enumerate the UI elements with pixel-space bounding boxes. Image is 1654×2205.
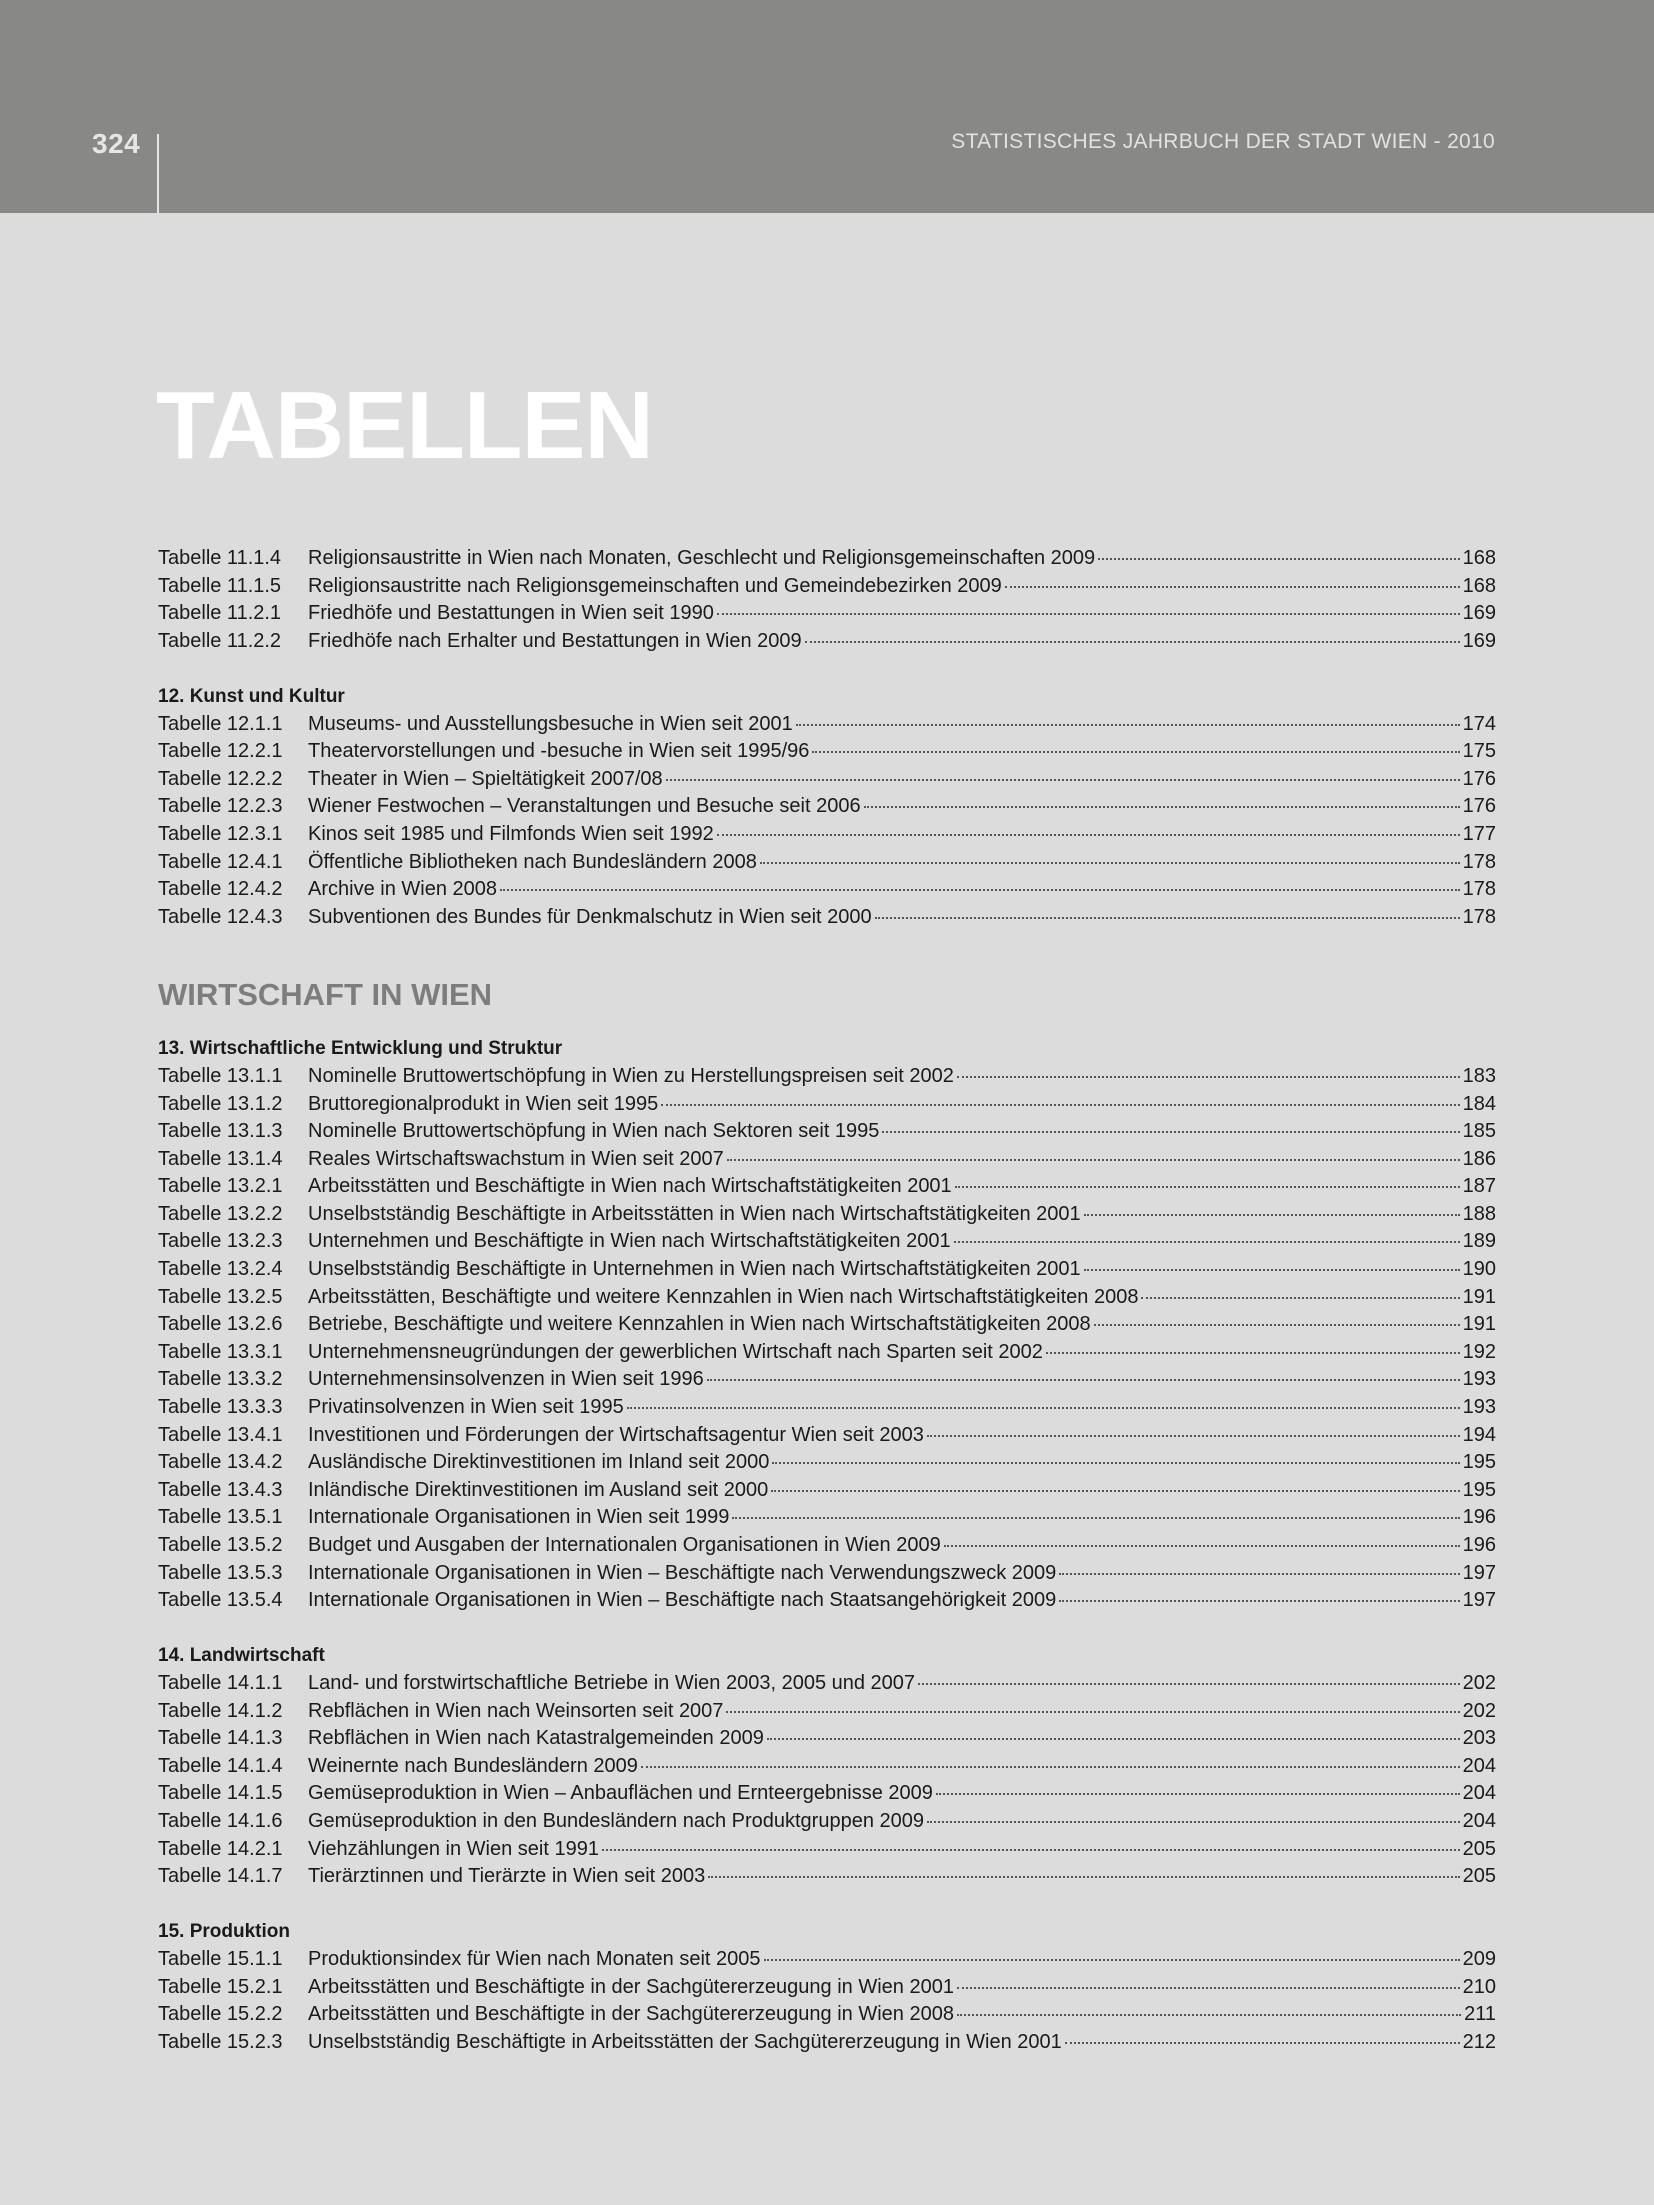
table-number: Tabelle 12.4.1 (158, 850, 283, 873)
table-number: Tabelle 14.1.3 (158, 1727, 283, 1750)
table-title: Museums- und Ausstellungsbesuche in Wien seit 2001 (308, 712, 793, 735)
table-number: Tabelle 15.2.2 (158, 2003, 283, 2026)
table-number: Tabelle 12.1.1 (158, 712, 283, 735)
table-number: Tabelle 12.4.3 (158, 905, 283, 928)
table-title: Unselbstständig Beschäftigte in Arbeitsstätten der Sachgütererzeugung in Wien 2001 (308, 2030, 1062, 2053)
table-number: Tabelle 13.2.3 (158, 1230, 283, 1253)
dot-leader (957, 2014, 1461, 2016)
dot-leader (771, 1490, 1459, 1492)
table-title: Weinernte nach Bundesländern 2009 (308, 1754, 638, 1777)
table-title: Rebflächen in Wien nach Katastralgemeinden 2009 (308, 1727, 764, 1750)
table-number: Tabelle 15.2.1 (158, 1975, 283, 1998)
dot-leader (1084, 1269, 1460, 1271)
toc-entry[interactable] (158, 600, 1496, 628)
table-title: Viehzählungen in Wien seit 1991 (308, 1837, 599, 1860)
page-ref: 205 (1462, 1865, 1496, 1888)
table-number: Tabelle 13.2.5 (158, 1285, 283, 1308)
table-title: Rebflächen in Wien nach Weinsorten seit 2007 (308, 1699, 724, 1722)
table-title: Archive in Wien 2008 (308, 878, 497, 901)
table-title: Internationale Organisationen in Wien – Beschäftigte nach Staatsangehörigkeit 2009 (308, 1589, 1057, 1612)
toc-entry[interactable] (158, 1477, 1496, 1505)
table-title: Religionsaustritte in Wien nach Monaten, Geschlecht und Religionsgemeinschaften 2009 (308, 547, 1096, 569)
table-number: Tabelle 13.1.4 (158, 1147, 283, 1170)
page-ref: 178 (1462, 878, 1496, 901)
dot-leader (661, 1104, 1459, 1106)
table-number: Tabelle 14.1.1 (158, 1671, 283, 1694)
page-ref: 185 (1462, 1120, 1496, 1143)
table-number: Tabelle 13.4.2 (158, 1451, 283, 1474)
page-ref: 168 (1462, 547, 1496, 569)
chapter-heading: 12. Kunst und Kultur (158, 685, 345, 707)
toc-entry[interactable] (158, 1836, 1496, 1864)
dot-leader (864, 806, 1460, 808)
table-title: Arbeitsstätten und Beschäftigte in Wien nach Wirtschaftstätigkeiten 2001 (308, 1175, 952, 1198)
table-title: Tierärztinnen und Tierärzte in Wien seit 2003 (308, 1865, 706, 1888)
toc-entry[interactable] (158, 876, 1496, 904)
table-number: Tabelle 13.1.1 (158, 1064, 283, 1087)
table-title: Internationale Organisationen in Wien seit 1999 (308, 1506, 730, 1529)
page-ref: 191 (1462, 1285, 1496, 1308)
page-ref: 169 (1462, 629, 1496, 652)
table-title: Betriebe, Beschäftigte und weitere Kennzahlen in Wien nach Wirtschaftstätigkeiten 2008 (308, 1313, 1091, 1336)
table-title: Nominelle Bruttowertschöpfung in Wien nach Sektoren seit 1995 (308, 1120, 880, 1143)
page-number: 324 (92, 128, 141, 159)
dot-leader (717, 613, 1460, 615)
table-number: Tabelle 14.1.4 (158, 1754, 283, 1777)
toc-entry[interactable] (158, 1946, 1496, 1974)
table-title: Land- und forstwirtschaftliche Betriebe in Wien 2003, 2005 und 2007 (308, 1671, 916, 1694)
section-heading: WIRTSCHAFT IN WIEN (158, 977, 493, 1013)
toc-entry[interactable] (158, 766, 1496, 794)
toc-entry[interactable] (158, 1532, 1496, 1560)
page-ref: 211 (1464, 2003, 1496, 2026)
dot-leader (772, 1462, 1459, 1464)
table-number: Tabelle 13.5.1 (158, 1506, 283, 1529)
page-ref: 177 (1462, 822, 1496, 845)
dot-leader (1141, 1297, 1459, 1299)
table-number: Tabelle 13.5.2 (158, 1534, 283, 1556)
table-title: Unternehmen und Beschäftigte in Wien nach Wirtschaftstätigkeiten 2001 (308, 1230, 951, 1253)
toc-entry[interactable] (158, 545, 1496, 573)
table-title: Arbeitsstätten und Beschäftigte in der Sachgütererzeugung in Wien 2008 (308, 2003, 954, 2026)
table-title: Internationale Organisationen in Wien – Beschäftigte nach Verwendungszweck 2009 (308, 1561, 1057, 1584)
table-title: Privatinsolvenzen in Wien seit 1995 (308, 1396, 624, 1419)
table-title: Theater in Wien – Spieltätigkeit 2007/08 (308, 767, 663, 790)
page-ref: 193 (1462, 1368, 1496, 1391)
toc-entry[interactable] (158, 1753, 1496, 1781)
dot-leader (764, 1959, 1460, 1961)
table-number: Tabelle 11.2.2 (158, 629, 282, 652)
table-number: Tabelle 14.1.7 (158, 1865, 283, 1888)
page-ref: 204 (1462, 1754, 1496, 1777)
toc-entry[interactable] (158, 904, 1496, 932)
toc-entry[interactable] (158, 1974, 1496, 2002)
chapter-heading: 15. Produktion (158, 1921, 290, 1943)
dot-leader (805, 641, 1460, 643)
dot-leader (1046, 1352, 1460, 1354)
table-number: Tabelle 15.2.3 (158, 2030, 283, 2053)
table-number: Tabelle 12.2.3 (158, 795, 283, 818)
dot-leader (732, 1517, 1459, 1519)
page-ref: 178 (1462, 850, 1496, 873)
dot-leader (927, 1435, 1460, 1437)
dot-leader (936, 1793, 1460, 1795)
table-title: Öffentliche Bibliotheken nach Bundesländern 2008 (308, 850, 757, 873)
chapter-heading: 14. Landwirtschaft (158, 1645, 325, 1667)
table-title: Budget und Ausgaben der Internationalen Organisationen in Wien 2009 (308, 1534, 941, 1556)
page-ref: 191 (1462, 1313, 1496, 1336)
page-ref: 197 (1462, 1589, 1496, 1612)
dot-leader (717, 834, 1460, 836)
toc-entry[interactable] (158, 1256, 1496, 1284)
toc-entry[interactable] (158, 1284, 1496, 1312)
page-ref: 168 (1462, 574, 1496, 597)
toc-entry[interactable] (158, 1201, 1496, 1229)
page-ref: 189 (1462, 1230, 1496, 1253)
table-title: Arbeitsstätten, Beschäftigte und weitere Kennzahlen in Wien nach Wirtschaftstätigkeiten 2008 (308, 1285, 1139, 1308)
table-of-contents (158, 545, 1496, 2056)
dot-leader (641, 1766, 1460, 1768)
toc-entry[interactable] (158, 2001, 1496, 2029)
dot-leader (882, 1131, 1459, 1133)
page-title: TABELLEN (156, 372, 653, 479)
page-ref: 184 (1462, 1092, 1496, 1115)
table-number: Tabelle 13.3.2 (158, 1368, 283, 1391)
table-title: Arbeitsstätten und Beschäftigte in der Sachgütererzeugung in Wien 2001 (308, 1975, 954, 1998)
table-number: Tabelle 13.5.3 (158, 1561, 283, 1584)
header-divider (157, 134, 159, 213)
table-number: Tabelle 13.1.3 (158, 1120, 283, 1143)
dot-leader (957, 1076, 1460, 1078)
dot-leader (796, 724, 1460, 726)
page-ref: 204 (1462, 1809, 1496, 1832)
table-number: Tabelle 14.1.5 (158, 1782, 283, 1805)
table-title: Kinos seit 1985 und Filmfonds Wien seit 1992 (308, 822, 714, 845)
table-title: Friedhöfe nach Erhalter und Bestattungen in Wien 2009 (308, 629, 802, 652)
table-title: Nominelle Bruttowertschöpfung in Wien zu Herstellungspreisen seit 2002 (308, 1064, 954, 1087)
toc-entry[interactable] (158, 738, 1496, 766)
page-ref: 192 (1462, 1340, 1496, 1363)
table-number: Tabelle 11.1.4 (158, 547, 282, 569)
table-title: Subventionen des Bundes für Denkmalschutz in Wien seit 2000 (308, 905, 872, 928)
table-number: Tabelle 13.5.4 (158, 1589, 283, 1612)
dot-leader (944, 1545, 1460, 1547)
dot-leader (927, 1821, 1460, 1823)
page-ref: 194 (1462, 1423, 1496, 1446)
toc-entry[interactable] (158, 711, 1496, 739)
table-number: Tabelle 11.2.1 (158, 602, 282, 625)
table-title: Gemüseproduktion in Wien – Anbauflächen und Ernteergebnisse 2009 (308, 1782, 933, 1805)
toc-entry[interactable] (158, 1311, 1496, 1339)
page-ref: 183 (1462, 1064, 1496, 1087)
table-title: Gemüseproduktion in den Bundesländern nach Produktgruppen 2009 (308, 1809, 924, 1832)
page-ref: 190 (1462, 1258, 1496, 1281)
toc-entry[interactable] (158, 1146, 1496, 1174)
dot-leader (1005, 586, 1460, 588)
page-ref: 176 (1462, 767, 1496, 790)
toc-entry[interactable] (158, 1394, 1496, 1422)
page-ref: 210 (1462, 1975, 1496, 1998)
toc-entry[interactable] (158, 1422, 1496, 1450)
page-ref: 188 (1462, 1202, 1496, 1225)
page-ref: 186 (1462, 1147, 1496, 1170)
table-number: Tabelle 14.2.1 (158, 1837, 283, 1860)
page-ref: 175 (1462, 740, 1496, 763)
table-number: Tabelle 14.1.6 (158, 1809, 283, 1832)
toc-entry[interactable] (158, 628, 1496, 656)
dot-leader (500, 889, 1460, 891)
table-number: Tabelle 12.3.1 (158, 822, 283, 845)
page-ref: 176 (1462, 795, 1496, 818)
dot-leader (760, 862, 1460, 864)
toc-entry[interactable] (158, 1725, 1496, 1753)
table-number: Tabelle 12.2.1 (158, 740, 283, 763)
dot-leader (708, 1876, 1459, 1878)
table-number: Tabelle 13.3.3 (158, 1396, 283, 1419)
toc-entry[interactable] (158, 1091, 1496, 1119)
table-number: Tabelle 12.2.2 (158, 767, 283, 790)
page-ref: 203 (1462, 1727, 1496, 1750)
table-number: Tabelle 13.2.2 (158, 1202, 283, 1225)
dot-leader (875, 917, 1460, 919)
table-number: Tabelle 13.4.1 (158, 1423, 283, 1446)
toc-entry[interactable] (158, 1504, 1496, 1532)
dot-leader (1059, 1600, 1459, 1602)
dot-leader (1059, 1573, 1459, 1575)
toc-entry[interactable] (158, 1063, 1496, 1091)
toc-entry[interactable] (158, 1808, 1496, 1836)
toc-entry[interactable] (158, 1173, 1496, 1201)
dot-leader (918, 1683, 1460, 1685)
dot-leader (727, 1159, 1460, 1161)
page-ref: 195 (1462, 1451, 1496, 1474)
page-ref: 202 (1462, 1671, 1496, 1694)
dot-leader (767, 1738, 1460, 1740)
toc-entry[interactable] (158, 1449, 1496, 1477)
toc-entry[interactable] (158, 1670, 1496, 1698)
dot-leader (1065, 2042, 1460, 2044)
table-title: Wiener Festwochen – Veranstaltungen und Besuche seit 2006 (308, 795, 861, 818)
page-ref: 202 (1462, 1699, 1496, 1722)
dot-leader (602, 1849, 1460, 1851)
table-title: Unselbstständig Beschäftigte in Arbeitsstätten in Wien nach Wirtschaftstätigkeiten 2001 (308, 1202, 1081, 1225)
table-number: Tabelle 13.4.3 (158, 1478, 283, 1501)
page-ref: 196 (1462, 1534, 1496, 1556)
table-title: Inländische Direktinvestitionen im Ausland seit 2000 (308, 1478, 769, 1501)
table-number: Tabelle 12.4.2 (158, 878, 283, 901)
toc-entry[interactable] (158, 1118, 1496, 1146)
table-number: Tabelle 13.1.2 (158, 1092, 283, 1115)
page-ref: 197 (1462, 1561, 1496, 1584)
dot-leader (726, 1711, 1459, 1713)
table-title: Friedhöfe und Bestattungen in Wien seit 1990 (308, 602, 714, 625)
page-ref: 205 (1462, 1837, 1496, 1860)
header-band (0, 0, 1654, 213)
toc-entry[interactable] (158, 821, 1496, 849)
dot-leader (957, 1987, 1460, 1989)
dot-leader (954, 1241, 1460, 1243)
table-number: Tabelle 11.1.5 (158, 574, 282, 597)
dot-leader (1084, 1214, 1460, 1216)
table-title: Unternehmensneugründungen der gewerblichen Wirtschaft nach Sparten seit 2002 (308, 1340, 1043, 1363)
dot-leader (707, 1379, 1460, 1381)
table-title: Reales Wirtschaftswachstum in Wien seit 2007 (308, 1147, 724, 1170)
toc-entry[interactable] (158, 1698, 1496, 1726)
table-title: Bruttoregionalprodukt in Wien seit 1995 (308, 1092, 659, 1115)
table-title: Investitionen und Förderungen der Wirtschaftsagentur Wien seit 2003 (308, 1423, 924, 1446)
toc-entry[interactable] (158, 1228, 1496, 1256)
toc-entry[interactable] (158, 1587, 1496, 1615)
page-ref: 178 (1462, 905, 1496, 928)
page-ref: 196 (1462, 1506, 1496, 1529)
table-title: Religionsaustritte nach Religionsgemeinschaften und Gemeindebezirken 2009 (308, 574, 1002, 597)
page-ref: 174 (1462, 712, 1496, 735)
page-ref: 212 (1462, 2030, 1496, 2053)
table-title: Produktionsindex für Wien nach Monaten seit 2005 (308, 1947, 761, 1970)
table-number: Tabelle 13.2.1 (158, 1175, 283, 1198)
toc-entry[interactable] (158, 1780, 1496, 1808)
toc-entry[interactable] (158, 849, 1496, 877)
dot-leader (812, 751, 1459, 753)
toc-entry[interactable] (158, 793, 1496, 821)
toc-entry[interactable] (158, 2029, 1496, 2057)
dot-leader (627, 1407, 1460, 1409)
toc-entry[interactable] (158, 1366, 1496, 1394)
running-title: STATISTISCHES JAHRBUCH DER STADT WIEN - 2010 (951, 130, 1495, 153)
toc-entry[interactable] (158, 1339, 1496, 1367)
page-ref: 193 (1462, 1396, 1496, 1419)
page-ref: 204 (1462, 1782, 1496, 1805)
dot-leader (1094, 1324, 1460, 1326)
table-title: Theatervorstellungen und -besuche in Wien seit 1995/96 (308, 740, 810, 763)
page-ref: 169 (1462, 602, 1496, 625)
table-title: Unternehmensinsolvenzen in Wien seit 1996 (308, 1368, 704, 1391)
table-title: Ausländische Direktinvestitionen im Inland seit 2000 (308, 1451, 770, 1474)
toc-entry[interactable] (158, 1560, 1496, 1588)
toc-entry[interactable] (158, 1863, 1496, 1891)
table-number: Tabelle 15.1.1 (158, 1947, 283, 1970)
dot-leader (666, 779, 1460, 781)
table-number: Tabelle 13.2.6 (158, 1313, 283, 1336)
dot-leader (1098, 558, 1459, 560)
page-ref: 209 (1462, 1947, 1496, 1970)
table-number: Tabelle 13.2.4 (158, 1258, 283, 1281)
table-number: Tabelle 13.3.1 (158, 1340, 283, 1363)
table-title: Unselbstständig Beschäftigte in Unternehmen in Wien nach Wirtschaftstätigkeiten 2001 (308, 1258, 1081, 1281)
page-ref: 187 (1462, 1175, 1496, 1198)
table-number: Tabelle 14.1.2 (158, 1699, 283, 1722)
page-ref: 195 (1462, 1478, 1496, 1501)
chapter-heading: 13. Wirtschaftliche Entwicklung und Struktur (158, 1038, 563, 1060)
toc-entry[interactable] (158, 573, 1496, 601)
dot-leader (955, 1186, 1460, 1188)
